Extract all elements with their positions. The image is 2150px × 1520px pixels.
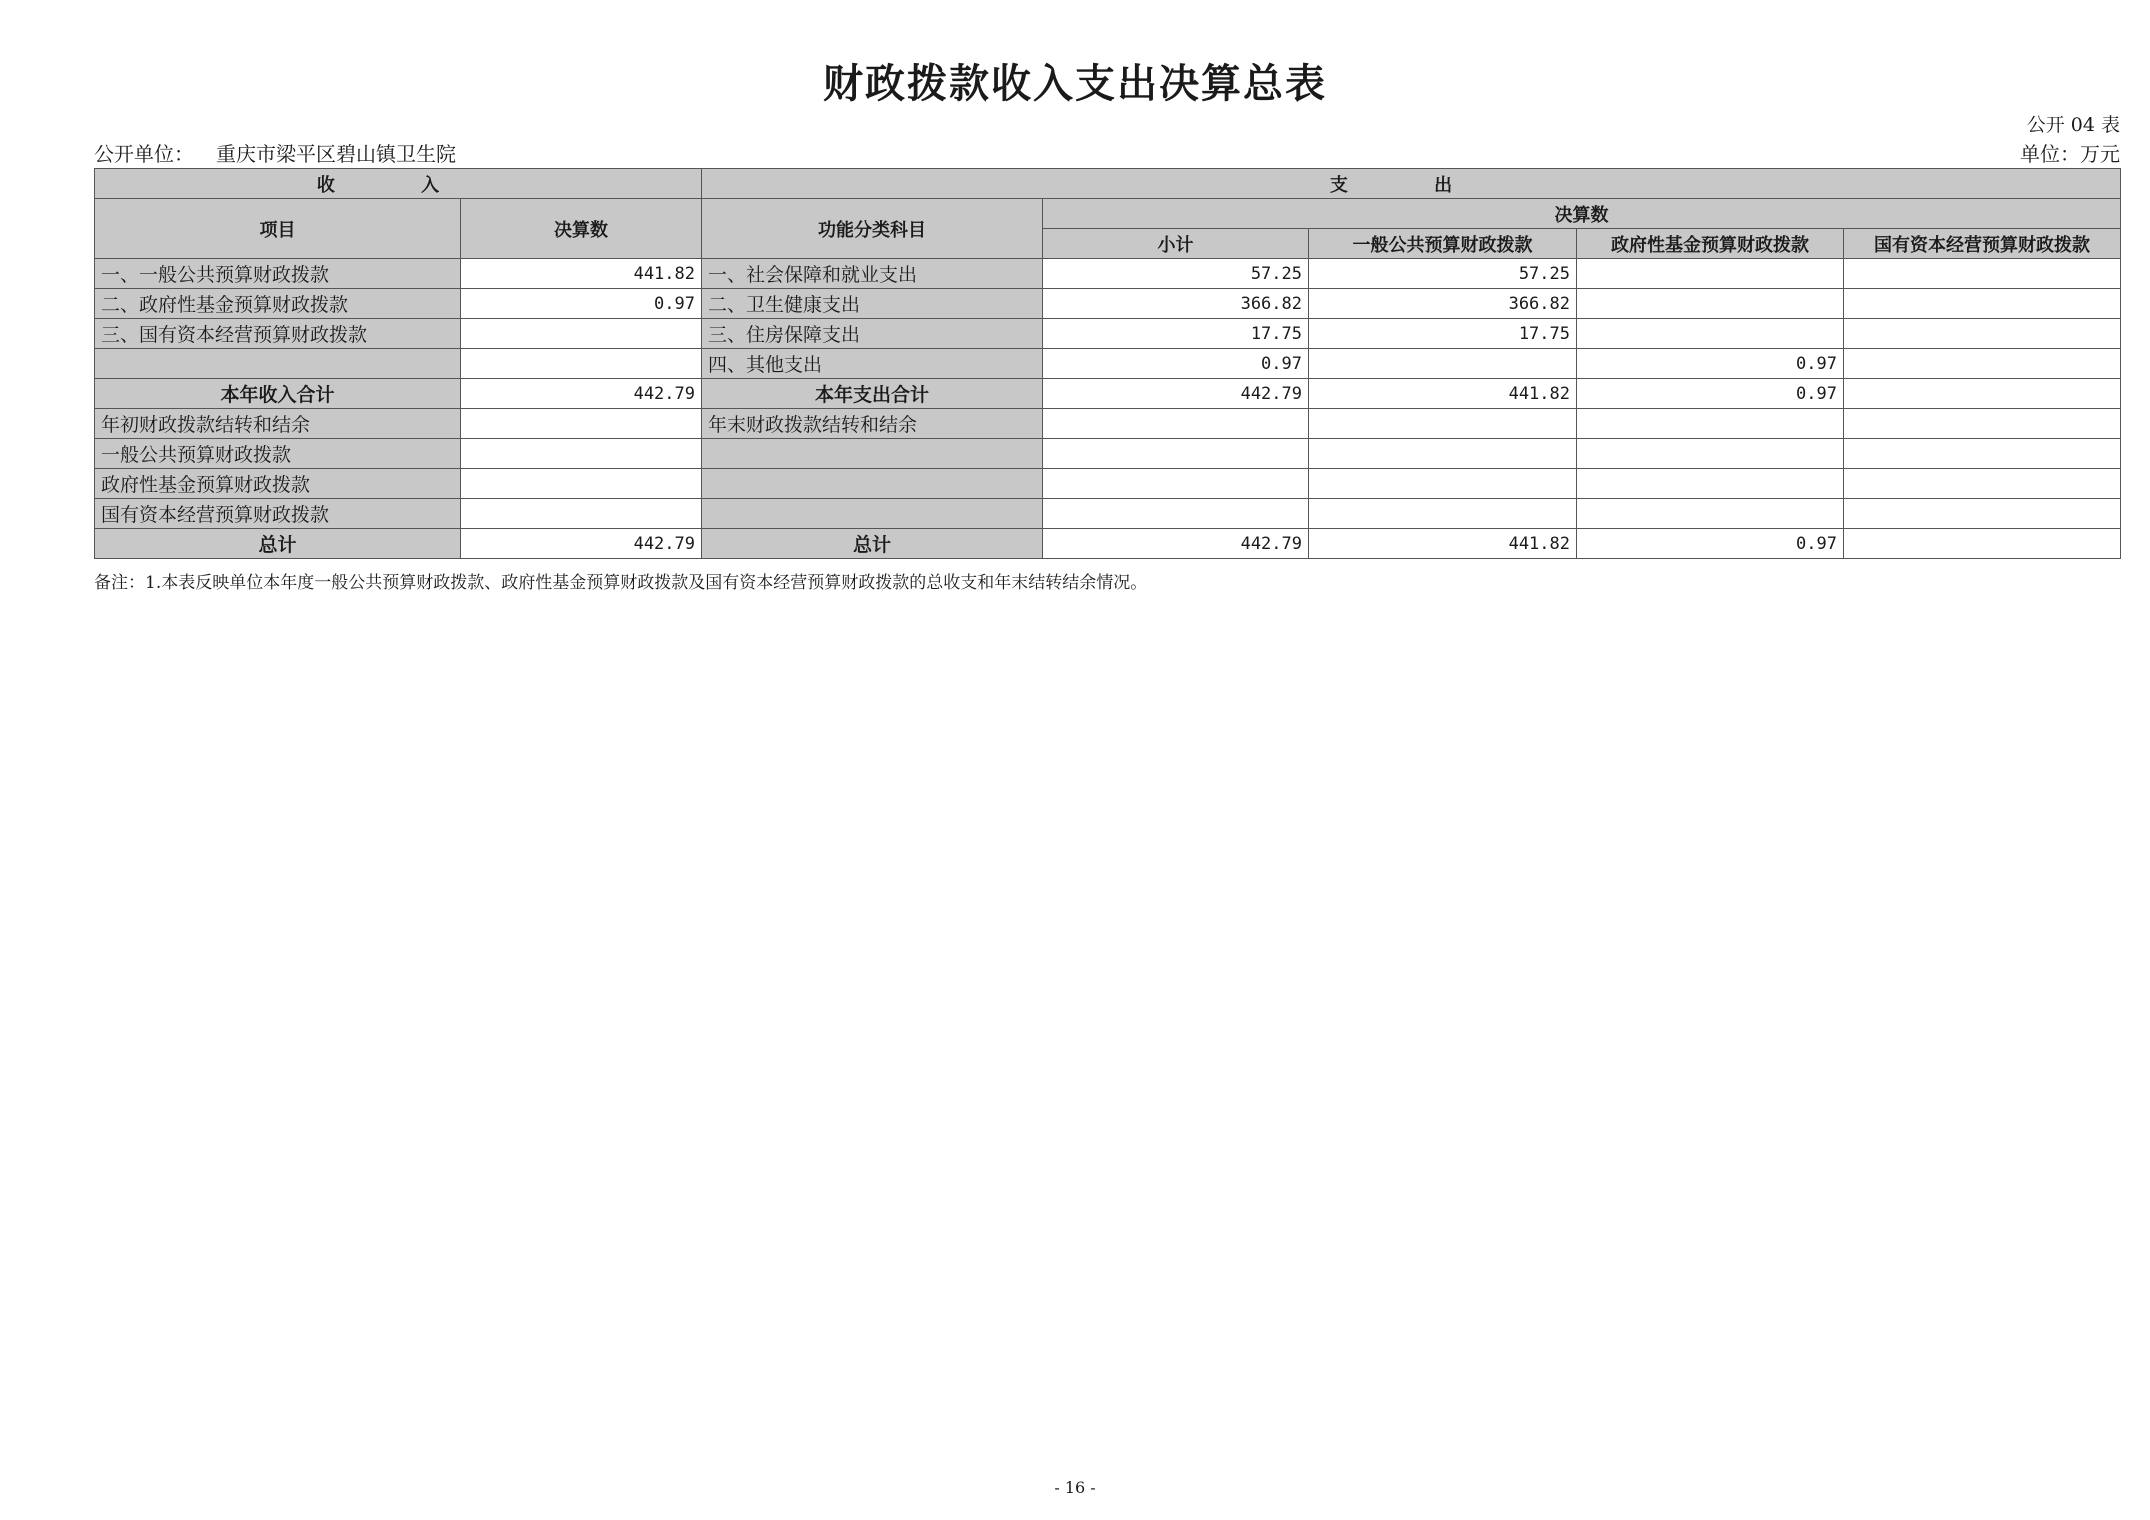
header-item: 项目: [95, 199, 461, 259]
subtotal-value: 17.75: [1043, 319, 1309, 349]
page-title: 财政拨款收入支出决算总表: [823, 61, 1327, 107]
header-state-capital: 国有资本经营预算财政拨款: [1844, 229, 2121, 259]
subtotal-value: 0.97: [1043, 349, 1309, 379]
income-grand-total-label: 总计: [95, 529, 461, 559]
meta-row: [94, 138, 2120, 166]
general-value: 441.82: [1309, 529, 1577, 559]
income-item: 国有资本经营预算财政拨款: [95, 499, 461, 529]
general-value: [1309, 349, 1577, 379]
income-item: [95, 349, 461, 379]
expense-item: 四、其他支出: [702, 349, 1043, 379]
table-row: [95, 319, 2121, 349]
capital-value: [1844, 409, 2121, 439]
fund-value: [1577, 289, 1844, 319]
capital-value: [1844, 529, 2121, 559]
page-number: - 16 -: [1054, 1478, 1096, 1497]
unit-label: 单位：万元: [2020, 142, 2120, 166]
capital-value: [1844, 439, 2121, 469]
form-number: 公开 04 表: [2026, 114, 2120, 136]
table-row: [95, 469, 2121, 499]
subtotal-value: 57.25: [1043, 259, 1309, 289]
table-row-grand-total: [95, 529, 2121, 559]
expense-item: 二、卫生健康支出: [702, 289, 1043, 319]
income-item: 年初财政拨款结转和结余: [95, 409, 461, 439]
income-value: [461, 349, 702, 379]
subtotal-value: [1043, 409, 1309, 439]
fund-value: [1577, 259, 1844, 289]
income-value: 442.79: [461, 529, 702, 559]
income-total-label: 本年收入合计: [95, 379, 461, 409]
header-gov-fund: 政府性基金预算财政拨款: [1577, 229, 1844, 259]
fund-value: [1577, 499, 1844, 529]
fund-value: [1577, 409, 1844, 439]
expense-item: 一、社会保障和就业支出: [702, 259, 1043, 289]
fund-value: [1577, 469, 1844, 499]
subtotal-value: 442.79: [1043, 529, 1309, 559]
income-value: [461, 319, 702, 349]
header-func-category: 功能分类科目: [702, 199, 1043, 259]
capital-value: [1844, 319, 2121, 349]
expense-total-label: 本年支出合计: [702, 379, 1043, 409]
header-general-budget: 一般公共预算财政拨款: [1309, 229, 1577, 259]
header-subtotal: 小计: [1043, 229, 1309, 259]
subtotal-value: [1043, 499, 1309, 529]
income-value: 441.82: [461, 259, 702, 289]
fund-value: [1577, 439, 1844, 469]
expense-item: [702, 439, 1043, 469]
expense-grand-total-label: 总计: [702, 529, 1043, 559]
income-item: 一般公共预算财政拨款: [95, 439, 461, 469]
capital-value: [1844, 349, 2121, 379]
header-expense: 支 出: [702, 169, 2121, 199]
capital-value: [1844, 469, 2121, 499]
expense-item: [702, 499, 1043, 529]
income-item: 二、政府性基金预算财政拨款: [95, 289, 461, 319]
capital-value: [1844, 379, 2121, 409]
org-label: 公开单位：: [94, 142, 194, 166]
report-table: [94, 168, 2121, 559]
general-value: [1309, 469, 1577, 499]
header-income: 收 入: [95, 169, 702, 199]
table-row-annual-total: [95, 379, 2121, 409]
fund-value: 0.97: [1577, 379, 1844, 409]
subtotal-value: [1043, 439, 1309, 469]
income-item: 三、国有资本经营预算财政拨款: [95, 319, 461, 349]
fund-value: [1577, 319, 1844, 349]
general-value: 366.82: [1309, 289, 1577, 319]
income-item: 一、一般公共预算财政拨款: [95, 259, 461, 289]
org-info: [94, 138, 456, 167]
header-final-amount-group: 决算数: [1043, 199, 2121, 229]
fund-value: 0.97: [1577, 349, 1844, 379]
general-value: [1309, 409, 1577, 439]
general-value: 57.25: [1309, 259, 1577, 289]
fund-value: 0.97: [1577, 529, 1844, 559]
income-value: [461, 439, 702, 469]
footnote: 备注：1.本表反映单位本年度一般公共预算财政拨款、政府性基金预算财政拨款及国有资本经营预算财政拨款的总收支和年末结转结余情况。: [94, 573, 1148, 593]
general-value: 441.82: [1309, 379, 1577, 409]
income-value: [461, 499, 702, 529]
table-row: [95, 439, 2121, 469]
expense-item: 年末财政拨款结转和结余: [702, 409, 1043, 439]
header-final-amount: 决算数: [461, 199, 702, 259]
subtotal-value: 442.79: [1043, 379, 1309, 409]
subtotal-value: [1043, 469, 1309, 499]
org-name: 重庆市梁平区碧山镇卫生院: [216, 142, 456, 166]
general-value: 17.75: [1309, 319, 1577, 349]
subtotal-value: 366.82: [1043, 289, 1309, 319]
expense-item: 三、住房保障支出: [702, 319, 1043, 349]
general-value: [1309, 499, 1577, 529]
general-value: [1309, 439, 1577, 469]
table-row: [95, 349, 2121, 379]
capital-value: [1844, 289, 2121, 319]
income-value: 442.79: [461, 379, 702, 409]
income-item: 政府性基金预算财政拨款: [95, 469, 461, 499]
table-row: [95, 409, 2121, 439]
income-value: [461, 409, 702, 439]
income-value: 0.97: [461, 289, 702, 319]
table-row: [95, 499, 2121, 529]
table-row: [95, 259, 2121, 289]
capital-value: [1844, 499, 2121, 529]
income-value: [461, 469, 702, 499]
table-row: [95, 289, 2121, 319]
expense-item: [702, 469, 1043, 499]
capital-value: [1844, 259, 2121, 289]
